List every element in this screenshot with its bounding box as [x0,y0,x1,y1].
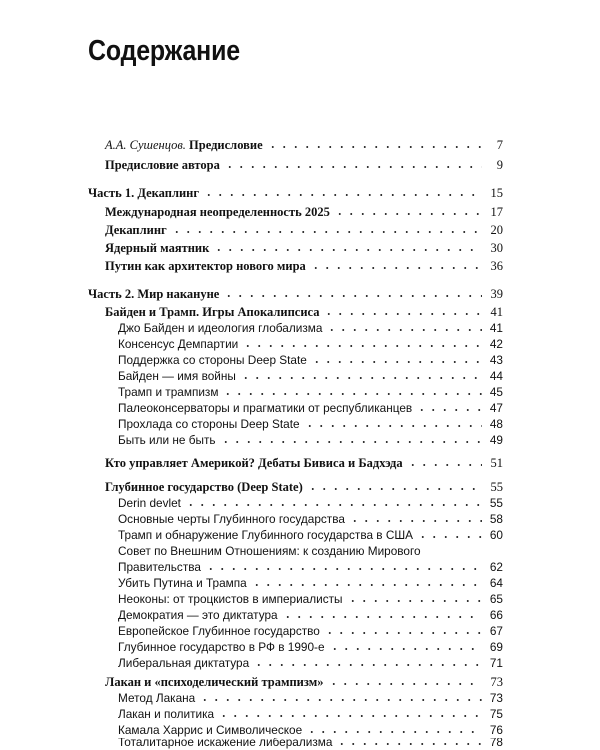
dot-leader [407,463,482,467]
dot-leader [336,742,482,746]
toc-page-number: 49 [489,433,503,447]
toc-subentry[interactable] [118,320,503,336]
toc-entry-label: Лакан и политика [118,707,215,721]
dot-leader [329,647,482,651]
toc-page-number: 78 [489,738,503,749]
toc-page-number: 43 [489,353,503,367]
toc-page-number: 51 [490,456,503,470]
toc-part-2[interactable] [88,286,503,302]
toc-page-number: 64 [489,576,503,590]
toc-entry-label: Путин как архитектор нового мира [105,259,306,273]
toc-page-number: 41 [489,321,503,335]
dot-leader [213,248,482,252]
dot-leader [171,230,482,234]
dot-leader [251,583,482,587]
toc-entry-label: Основные черты Глубинного государства [118,512,345,526]
toc-entry-label: Международная неопределенность 2025 [105,205,330,219]
dot-leader [304,424,482,428]
toc-page-number: 55 [490,480,503,494]
toc-entry-label: Неоконы: от троцкистов в империалисты [118,592,343,606]
toc-entry-label: Демократия — это диктатура [118,608,278,622]
toc-page-number: 17 [490,205,503,219]
dot-leader [347,599,483,603]
toc-entry-label: Консенсус Демпартии [118,337,239,351]
toc-page-number: 62 [489,560,503,574]
toc-subentry[interactable] [118,400,503,416]
foreword-author: А.А. Сушенцов. [105,138,186,152]
toc-entry-label: Глубинное государство (Deep State) [105,480,303,494]
toc-entry-label: Байден — имя войны [118,369,236,383]
toc-subentry[interactable] [118,591,503,607]
toc-entry[interactable] [105,204,503,220]
toc-page-number: 60 [489,528,503,542]
toc-entry-label: Трамп и обнаружение Глубинного государства в США [118,528,414,542]
toc-entry-label: Derin devlet [118,496,181,510]
dot-leader [324,631,482,635]
toc-page-number: 15 [490,186,503,200]
dot-leader [417,535,482,539]
toc-entry-label: Либеральная диктатура [118,656,250,670]
toc-entry-label: Предисловие [189,138,263,152]
toc-entry-label: Прохлада со стороны Deep State [118,417,300,431]
dot-leader [203,193,482,197]
toc-page-number: 66 [489,608,503,622]
toc-subentry[interactable] [118,352,503,368]
toc-page-number: 45 [489,385,503,399]
toc-page-number: 65 [489,592,503,606]
toc-subentry[interactable] [118,432,503,448]
toc-entry-label: Байден и Трамп. Игры Апокалипсиса [105,305,320,319]
toc-subentry[interactable] [118,722,503,738]
toc-entry-label: Камала Харрис и Символическое [118,723,303,737]
toc-page-number: 7 [496,138,503,152]
toc-entry-label: Глубинное государство в РФ в 1990-е [118,640,325,654]
toc-entry[interactable] [105,674,503,690]
dot-leader [240,376,482,380]
dot-leader [310,266,482,270]
dot-leader [323,312,482,316]
toc-entry[interactable] [105,304,503,320]
toc-subentry[interactable] [118,384,503,400]
dot-leader [282,615,482,619]
toc-page-number: 55 [489,496,503,510]
toc-subentry[interactable] [118,607,503,623]
toc-entry-label: Быть или не быть [118,433,216,447]
toc-entry-label: Часть 2. Мир накануне [88,287,220,301]
toc-entry[interactable] [105,258,503,274]
toc-subentry[interactable] [118,738,503,750]
toc-subentry[interactable] [118,416,503,432]
toc-page-number: 41 [490,305,503,319]
dot-leader [220,440,482,444]
toc-subentry[interactable] [118,336,503,352]
toc-entry-label: Ядерный маятник [105,241,210,255]
toc-page-number: 73 [490,675,503,689]
dot-leader [311,360,482,364]
dot-leader [218,714,482,718]
toc-page-number: 20 [490,223,503,237]
toc-entry-label: Поддержка со стороны Deep State [118,353,307,367]
toc-page-number: 67 [489,624,503,638]
toc-page-number: 58 [489,512,503,526]
dot-leader [223,294,482,298]
toc-page-number: 39 [490,287,503,301]
toc-page-number: 36 [490,259,503,273]
toc-subentry[interactable] [118,495,503,511]
toc-entry[interactable] [105,222,503,238]
dot-leader [416,408,482,412]
toc-entry[interactable] [105,240,503,256]
dot-leader [222,392,482,396]
toc-entry-label: Предисловие автора [105,158,220,172]
dot-leader [242,344,482,348]
dot-leader [199,698,482,702]
toc-subentry[interactable] [118,559,503,575]
toc-entry[interactable] [105,479,503,495]
toc-page-number: 76 [489,723,503,737]
dot-leader [253,663,482,667]
toc-subentry[interactable] [118,511,503,527]
toc-entry-label: Трамп и трампизм [118,385,219,399]
dot-leader [328,682,483,686]
toc-part-1[interactable] [88,185,503,201]
toc-entry-label: Европейское Глубинное государство [118,624,320,638]
dot-leader [349,519,482,523]
dot-leader [224,165,482,169]
toc-entry-label: Правительства [118,560,201,574]
toc-entry-label: Часть 1. Декаплинг [88,186,200,200]
toc-entry-label: Декаплинг [105,223,167,237]
dot-leader [205,567,482,571]
toc-page-number: 75 [489,707,503,721]
toc-entry[interactable] [105,455,503,471]
toc-subentry[interactable] [118,690,503,706]
toc-subentry[interactable] [118,575,503,591]
toc-subentry[interactable] [118,368,503,384]
toc-entry-label: Джо Байден и идеология глобализма [118,321,323,335]
dot-leader [334,212,482,216]
toc-entry-author-foreword[interactable] [105,157,503,173]
toc-subentry[interactable] [118,639,503,655]
toc-page-number: 30 [490,241,503,255]
toc-subentry[interactable] [118,706,503,722]
toc-subentry[interactable] [118,623,503,639]
toc-entry-label: Палеоконсерваторы и прагматики от республиканцев [118,401,413,415]
toc-page-number: 48 [489,417,503,431]
toc-entry-label: Кто управляет Америкой? Дебаты Бивиса и Бадхэда [105,456,403,470]
toc-page-number: 69 [489,640,503,654]
dot-leader [326,328,482,332]
toc-subentry-line1[interactable]: Совет по Внешним Отношениям: к созданию Мирового [118,544,421,558]
dot-leader [306,730,482,734]
toc-page-number: 42 [489,337,503,351]
toc-page-number: 9 [496,158,503,172]
toc-page-number: 73 [489,691,503,705]
toc-subentry[interactable] [118,655,503,671]
toc-entry-label: Тоталитарное искажение либерализма [118,738,333,749]
toc-entry-label: Метод Лакана [118,691,196,705]
toc-entry-label: Убить Путина и Трампа [118,576,247,590]
dot-leader [267,145,482,149]
toc-page-number: 44 [489,369,503,383]
toc-subentry[interactable] [118,527,503,543]
dot-leader [307,487,482,491]
toc-page-number: 47 [489,401,503,415]
dot-leader [185,503,482,507]
page-title: Содержание [88,35,240,67]
toc-entry-foreword[interactable] [105,137,503,153]
toc-entry-label: Лакан и «психоделический трампизм» [105,675,324,689]
toc-page-number: 71 [489,656,503,670]
